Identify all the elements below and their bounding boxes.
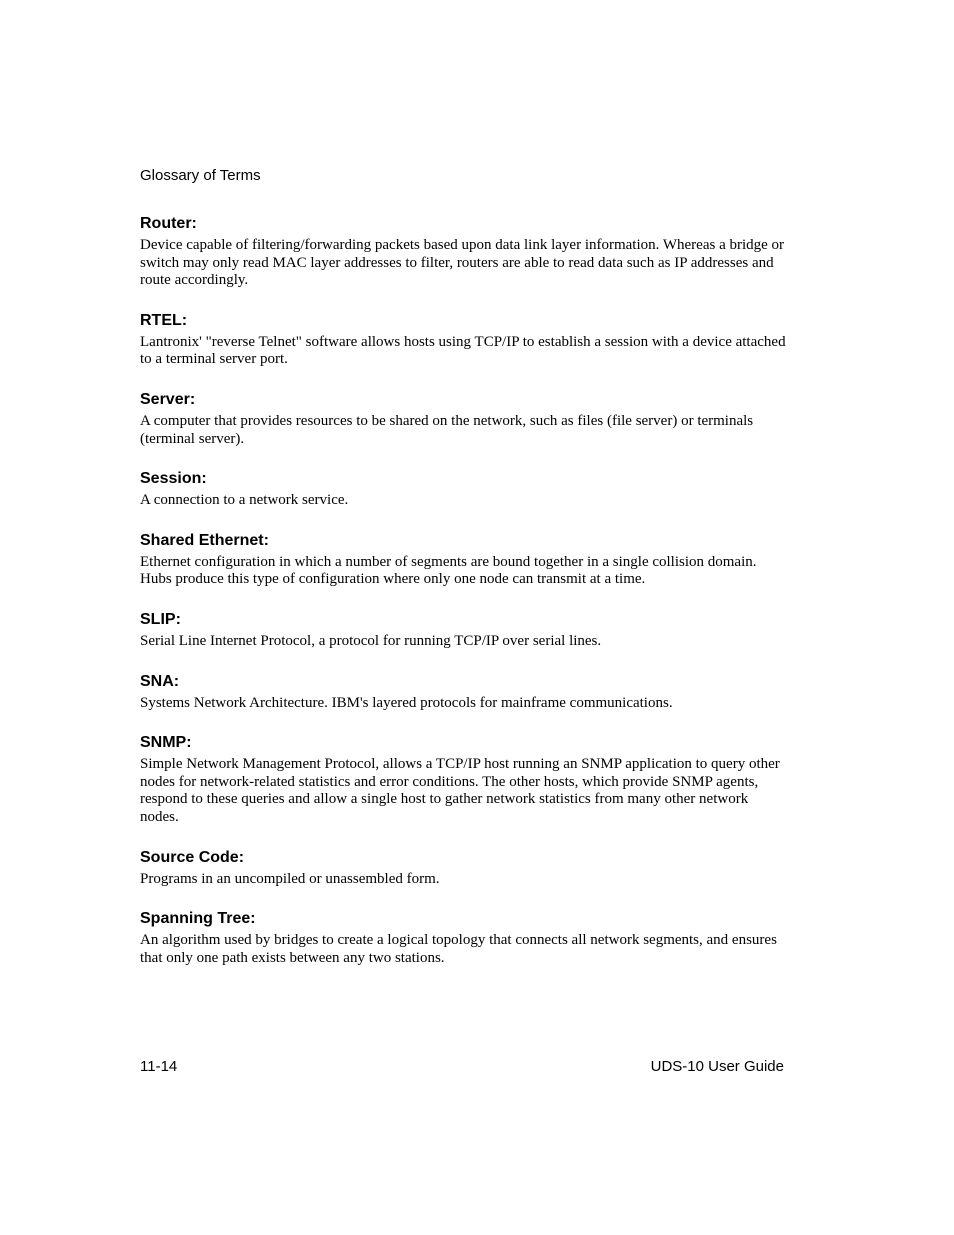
glossary-entry-sna — [140, 671, 790, 713]
glossary-term: Server: — [140, 390, 196, 408]
glossary-definition: Ethernet configuration in which a number of segments are bound together in a single collision domain. Hubs produce this type of configuration where only one node can transmit at a time. — [140, 553, 757, 588]
glossary-entry-router — [140, 213, 790, 290]
glossary-definition: Programs in an uncompiled or unassembled form. — [140, 870, 440, 887]
glossary-list — [140, 213, 790, 987]
glossary-definition: Lantronix' "reverse Telnet" software allows hosts using TCP/IP to establish a session with a device attached to a terminal server port. — [140, 333, 786, 368]
glossary-definition: Systems Network Architecture. IBM's layered protocols for mainframe communications. — [140, 694, 673, 711]
glossary-term: Source Code: — [140, 848, 245, 866]
glossary-term: Router: — [140, 215, 197, 232]
glossary-term: Spanning Tree: — [140, 910, 256, 928]
glossary-entry-server — [140, 389, 790, 448]
glossary-definition: Simple Network Management Protocol, allows a TCP/IP host running an SNMP application to query other nodes for network-related statistics and error conditions. The other hosts, which provide SNMP agents, respond to these queries and allow a single host to gather network statistics from many other network nodes. — [140, 756, 780, 825]
glossary-entry-rtel — [140, 310, 790, 369]
glossary-entry-spanning-tree — [140, 908, 790, 967]
glossary-entry-slip — [140, 609, 790, 651]
glossary-entry-shared-ethernet — [140, 530, 790, 589]
glossary-definition: A connection to a network service. — [140, 492, 349, 509]
glossary-entry-session — [140, 468, 790, 510]
section-title: Glossary of Terms — [140, 167, 261, 184]
glossary-definition: A computer that provides resources to be shared on the network, such as files (file server) or terminals (terminal server). — [140, 412, 754, 447]
page-number: 11-14 — [140, 1058, 178, 1075]
document-title: UDS-10 User Guide — [650, 1058, 784, 1075]
glossary-term: SNA: — [140, 672, 180, 690]
glossary-term: Shared Ethernet: — [140, 531, 269, 549]
glossary-definition: Serial Line Internet Protocol, a protocol for running TCP/IP over serial lines. — [140, 632, 602, 649]
glossary-term: RTEL: — [140, 311, 188, 329]
glossary-term: SLIP: — [140, 610, 181, 628]
glossary-term: Session: — [140, 470, 207, 488]
glossary-definition: Device capable of filtering/forwarding packets based upon data link layer information. Whereas a bridge or switch may only read MAC layer addresses to filter, routers are able to read data such as IP addresses and route accordingly. — [140, 237, 785, 289]
glossary-entry-snmp — [140, 732, 790, 826]
glossary-term: SNMP: — [140, 734, 192, 752]
glossary-entry-source-code — [140, 847, 790, 889]
glossary-definition: An algorithm used by bridges to create a logical topology that connects all network segments, and ensures that only one path exists between any two stations. — [140, 932, 777, 966]
